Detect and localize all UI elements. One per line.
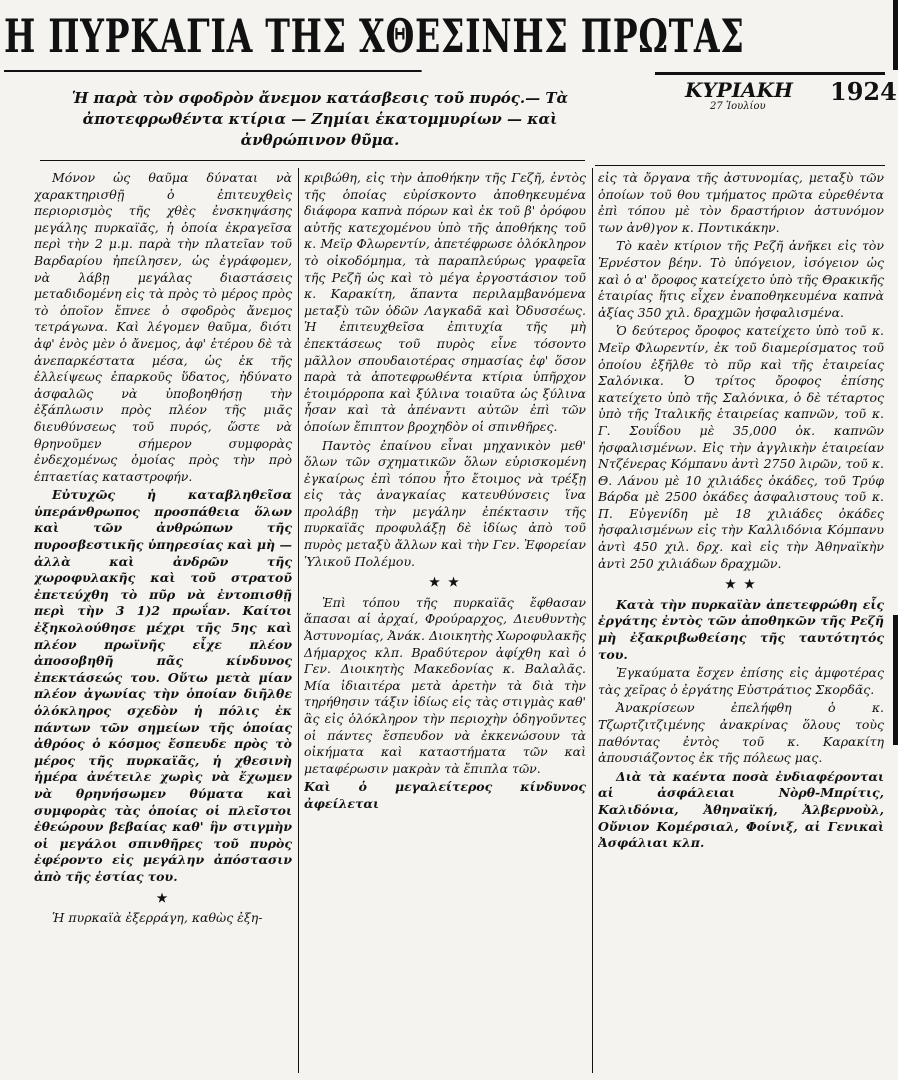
col3-paragraph-5: Ἐγκαύματα ἔσχεν ἐπίσης εἰς ἀμφοτέρας τὰς χεῖρας ὁ ἐργάτης Εὐστράτιος Σκορδᾶς. <box>598 665 884 697</box>
scan-edge-top <box>893 0 898 70</box>
scan-edge-mid <box>893 615 898 745</box>
col3-paragraph-2: Τὸ καὲν κτίριον τῆς Ρεζῆ ἀνῆκει εἰς τὸν Ἐρνέστον βέην. Τὸ ὑπόγειον, ἰσόγειον ὡς καὶ ὁ α' ὄροφος κατείχετο ὑπὸ τῆς Θρακικῆς ἑταιρίας ἥτις εἶχεν ἐναποθηκευμένα καπνὰ ἀξίας 350 χιλ. δραχμῶν ἠσφαλισμένα. <box>598 238 884 320</box>
col3-paragraph-1: εἰς τὰ ὄργανα τῆς ἀστυνομίας, μεταξὺ τῶν ὁποίων τοῦ θου τμήματος πρῶτα εὑρεθέντα ἐπὶ τόπου μὲ τὸν δραστήριον ἀστυνόμον των ἀνθ)γον κ. Ποντικάκην. <box>598 170 884 235</box>
col2-paragraph-4: Καὶ ὁ μεγαλείτερος κίνδυνος ἀφείλεται <box>304 779 586 811</box>
col1-separator-stars: ★ <box>156 890 170 905</box>
col2-paragraph-3: Ἐπὶ τόπου τῆς πυρκαϊᾶς ἔφθασαν ἅπασαι αἱ ἀρχαί, Φρούραρχος, Διευθυντὴς Ἀστυνομίας, Ἀνάκ. Διοικητὴς Χωροφυλακῆς Δήμαρχος κλπ. Βραδύτερον ἀφίχθη καὶ ὁ Γεν. Διοικητὴς Μακεδονίας κ. Βαλαλᾶς. Μία ἰδιαιτέρα μετὰ ἀρετὴν τὰ διὰ τὴν τηρήθησιν τάξιν ἰδίως εἰς τὰς στιγμὰς καθ' ἃς εἰς ὁλόκληρον τὴν περιοχὴν ὁδηγοῦντες οἱ πάντες ἔσπευδον νὰ ἐκκενώσουν τὰ οἰκήματα καὶ καταστήματα τῶν καὶ μεταφέρωσιν μακρὰν τὰ ἔπιπλα τῶν. <box>304 594 586 776</box>
col2-paragraph-1: κριβώθη, εἰς τὴν ἀποθήκην τῆς Γεζῆ, ἐντὸς τῆς ὁποίας εὑρίσκοντο ἀποθηκευμένα διάφορα καπνὰ πόρων καὶ ἐκ τοῦ β' ὀρόφου αὐτῆς κατεχομένου ὑπὸ τῆς ἀποθήκης τοῦ κ. Μεϊρ Φλωρεντίν, ἀπετέφρωσε ὁλόκληρον τὸ οἰκοδόμημα, τὰ παραπλεύρως γραφεῖα τῆς Ρεζῆ ὡς καὶ τὸ μέγα ἐργοστάσιον τοῦ κ. Καρακίτη, ἅπαντα περιλαμβανόμενα μεταξὺ τῶν ὁδῶν Λαγκαδᾶ καὶ Ὀδυσσέως. Ἡ ἐπιτευχθεῖσα ἐπιτυχία τῆς μὴ ἐπεκτάσεως τοῦ πυρὸς εἶνε τόσοντο μᾶλλον σπουδαιοτέρας σημασίας ἐφ' ὅσον παρὰ τὰ ἀποτεφρωθέντα κτίρια ὑπῆρχον ἑτοιμόρροπα καὶ ξύλινα τοιαῦτα ὡς ξύλινα ἦσαν καὶ τὰ ἀπέναντι αὐτῶν ἐπὶ τῶν ὁποίων ἔπιπτον βροχηδὸν οἱ σπινθῆρες. <box>304 170 586 434</box>
col3-paragraph-6: Ἀνακρίσεων ἐπελήφθη ὁ κ. Τζωρτζιτζιμένης ἀνακρίνας ὅλους τοὺς παθόντας ἐντὸς τοῦ κ. Καρακίτη ἀπουσιάζοντος ἐκ τῆς πόλεως μας. <box>598 700 884 766</box>
column-1 <box>34 170 292 1075</box>
col2-paragraph-2: Παντὸς ἐπαίνου εἶναι μηχανικὸν μεθ' ὅλων τῶν σχηματικῶν ὅλων εὑρισκομένη ἐγκαίρως ἐπὶ τόπου ἦτο ἔτοιμος νὰ τρέξῃ εἰς τὰς ἀναγκαίας κατευθύνσεις ἵνα προλάβῃ τὴν μεγάλην ἐπέκτασιν τῆς πυρκαϊᾶς προφυλάξῃ δὲ ἰδίως ἀπὸ τοῦ πυρὸς μεταξὺ ἄλλων καὶ τὴν Γεν. Ἐφορείαν Ὑλικοῦ Πολέμου. <box>304 437 586 569</box>
col3-paragraph-3: Ὁ δεύτερος ὄροφος κατείχετο ὑπὸ τοῦ κ. Μεϊρ Φλωρεντίν, ἐκ τοῦ διαμερίσματος τοῦ ὁποίου ἐξῆλθε τὸ πῦρ καὶ τῆς ἑταιρείας Σαλόνικα. Ὁ τρίτος ὄροφος ἐπίσης κατείχετο ὑπὸ τῆς Σαλόνικα, ὁ δὲ τέταρτος ὑπὸ τῆς Ἰταλικῆς ἑταιρείας καπνῶν, τοῦ κ. Γ. Σουΐδου μὲ 35,000 ὀκ. καπνῶν ἠσφαλισμένων. Εἰς τὴν ἀγγλικὴν ἑταιρείαν Ντζένερας Κόμπανυ ἀντὶ 2750 λιρῶν, τοῦ κ. Θ. Λάνου μὲ 10 χιλιάδες ὀκάδες, τοῦ Τρύφ Βάρδα μὲ 2500 ὀκάδες ἀσφαλιστους τοῦ κ. Π. Εὐγενίδη μὲ 18 χιλιάδες ὀκάδες ἠσφαλισμένων εἰς τὴν Καλλιδόνια Κόμπανυ ἀντὶ 450 χιλ. δρχ. καὶ εἰς τὴν Ἀθηναϊκὴν ἀντὶ 250 χιλιάδων δραχμῶν. <box>598 323 884 571</box>
col3-paragraph-7: Διὰ τὰ καέντα ποσὰ ἐνδιαφέρονται αἱ ἀσφάλειαι Νὸρθ-Μπρίτις, Καλιδόνια, Ἀθηναϊκή, Ἀλβερνοὺλ, Οὔνιον Κομέρσιαλ, Φοίνιξ, αἱ Γενικαὶ Ἀσφάλιαι κλπ. <box>598 768 884 851</box>
masthead-date: 27 Ἰουλίου <box>710 101 766 112</box>
column-divider-1 <box>298 168 299 1073</box>
header-rule <box>40 160 585 161</box>
masthead-day: ΚΥΡΙΑΚΗ <box>685 78 793 102</box>
col1-paragraph-1: Μόνον ὡς θαῦμα δύναται νὰ χαρακτηρισθῇ ὁ ἐπιτευχθεὶς περιορισμὸς τῆς χθὲς ἐνσκηψάσης μεγάλης πυρκαϊᾶς, ἡ ὁποία ἐκραγεῖσα περὶ τὴν 2 μ.μ. παρὰ τὴν πλατεῖαν τοῦ Βαρδαρίου ἠπείλησεν, ὡς ἐγράφομεν, νὰ λάβῃ μεγάλας διαστάσεις μεταδιδομένη εἰς τὰ πρὸς τὸ μέρος πρὸς τὸ ὁποῖον ἔπνεε ὁ σφοδρὸς ἄνεμος τετράγωνα. Καὶ λέγομεν θαῦμα, διότι ἀφ' ἑνὸς μὲν ὁ ἄνεμος, ἀφ' ἑτέρου δὲ τὰ ἀνεπαρκέστατα μέσα, ὡς ἐκ τῆς ἐλλείψεως ἐπαρκοῦς ὕδατος, ἠδύνατο ἀσφαλῶς νὰ ὑποβοηθήσῃ τὴν ἐξάπλωσιν πρὸς πλέον τῆς μιᾶς διευθύνσεως τοῦ πυρός, ὥστε νὰ θρηνοῦμεν σήμερον συμφορὰς ἐνδεχομένως ὁμοίας πρὸς τὴν πρὸ ἑπταετίας καταστροφήν. <box>34 170 292 484</box>
subheadline: Ἡ παρὰ τὸν σφοδρὸν ἄνεμον κατάσβεσις τοῦ πυρός.— Τὰ ἀποτεφρωθέντα κτίρια — Ζημίαι ἑκατομμυρίων — καὶ ἀνθρώπινον θῦμα. <box>71 89 569 149</box>
col1-paragraph-3: Ἡ πυρκαϊὰ ἐξερράγη, καθὼς ἐξη- <box>52 910 263 926</box>
column-2 <box>304 170 586 1075</box>
masthead <box>655 72 897 115</box>
col2-separator-stars: ★ ★ <box>429 575 461 590</box>
col3-paragraph-4: Κατὰ τὴν πυρκαϊὰν ἀπετεφρώθη εἷς ἐργάτης ἐντὸς τῶν ἀποθηκῶν τῆς Ρεζῆ μὴ ἐξακριβωθείσης τῆς ταυτότητός του. <box>598 596 884 662</box>
column-divider-2 <box>592 168 593 1073</box>
headline: Η ΠΥΡΚΑΓΙΑ ΤΗΣ ΧΘΕΣΙΝΗΣ ΠΡΩΤΑΣ <box>4 2 422 72</box>
col3-separator-stars: ★ ★ <box>725 577 757 592</box>
masthead-year: 1924 <box>830 77 897 106</box>
col3-top-rule <box>595 165 885 166</box>
column-3 <box>598 170 884 1075</box>
col1-paragraph-2: Εὐτυχῶς ἡ καταβληθεῖσα ὑπεράνθρωπος προσπάθεια ὅλων καὶ τῶν ἀνθρώπων τῆς πυροσβεστικῆς ὑπηρεσίας καὶ μὴ — ἀλλὰ καὶ ἀνδρῶν τῆς χωροφυλακῆς καὶ τοῦ στρατοῦ ἐπετεύχθη τὸ πῦρ νὰ ἐντοπισθῇ περὶ τὴν 3 1)2 πρωΐαν. Καίτοι ἐξηκολούθησε μέχρι τῆς 5ης καὶ πλέον πρωϊνῆς εἶχε πλέον ἀποσοβηθῆ πᾶς κίνδυνος ἐπεκτάσεώς του. Οὕτω μετὰ μίαν πλέον ἀγωνίας τὴν ὁποίαν διῆλθε ὁλόκληρος σχεδὸν ἡ πόλις ἐκ πάντων τῶν σημείων τῆς ὁποίας ἀθρόος ὁ κόσμος ἔσπευδε πρὸς τὸ μέρος τῆς πυρκαϊᾶς, ἡ χθεσινὴ ἡμέρα ἀνέτειλε χωρὶς νὰ ἔχωμεν νὰ θρηνήσωμεν θύματα καὶ συμφορὰς τὰς ὁποίας οἱ πλεῖστοι ἐθεώρουν βεβαίας καθ' ἣν στιγμὴν οἱ μεγάλοι σπινθῆρες τοῦ πυρὸς ἐφέροντο εἰς μεγάλην ἀπόστασιν ἀπὸ τῆς ἑστίας του. <box>34 487 292 884</box>
